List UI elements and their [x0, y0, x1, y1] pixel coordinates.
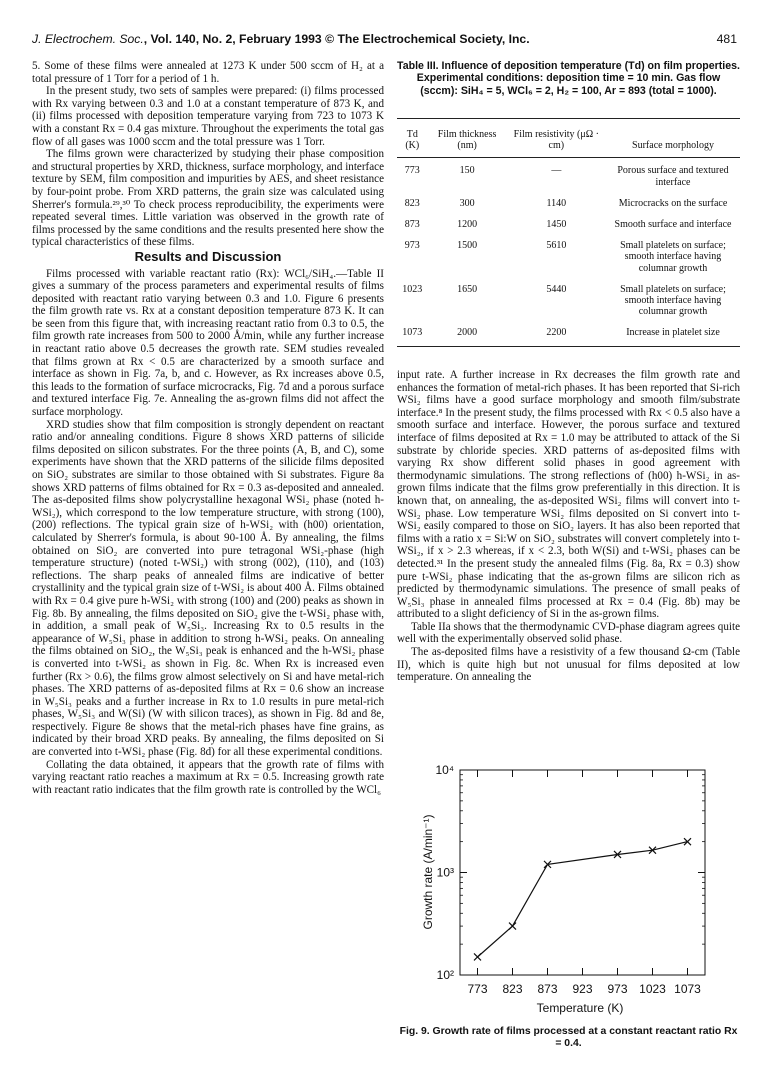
table-cell: 1023	[402, 283, 423, 295]
x-tick-label: 923	[572, 982, 593, 996]
table-row	[397, 195, 740, 216]
paragraph: In the present study, two sets of samples were prepared: (i) films processed with Rx varying between 0.3 and 1.0 at a constant temperature of 873 K, and (ii) films processed with deposition temperature varying from 723 to 1073 K with a constant Rx = 0.4 gas mixture. Throughout the experiments the total gas flow of all gases was 1000 sccm and the total pressure was 1 Torr.	[32, 85, 384, 148]
growth-rate-chart	[420, 760, 720, 1020]
x-tick-label: 1023	[639, 982, 666, 996]
table-cell: 1140	[546, 197, 567, 209]
table-cell: 300	[459, 197, 475, 209]
paragraph: The films grown were characterized by studying their phase composition and structural properties by XRD, thickness, surface morphology, and interface texture by SEM, film composition and impurities by AES, and sheet resistance by four-point probe. From XRD patterns, the grain size was calculated using Sherrer's formula.²⁹,³⁰ To check process reproducibility, the experiments were repeated several times. Little variation was observed in the growth rate of films processed by the same conditions and the results presented here show the typical characteristics of these films.	[32, 148, 384, 249]
y-tick-label: 10⁴	[435, 763, 454, 777]
table-header-cell: Film thickness (nm)	[428, 119, 507, 158]
paragraph: Collating the data obtained, it appears that the growth rate of films with varying reactant ratio reaches a maximum at Rx = 0.5. Increasing growth rate with reactant ratio indicates that the film growth rate is controlled by the WCl₆	[32, 758, 384, 796]
table-row	[397, 158, 740, 195]
table-cell: Smooth surface and interface	[614, 219, 732, 231]
table-row	[397, 324, 740, 346]
x-tick-label: 973	[607, 982, 628, 996]
running-header	[32, 32, 737, 50]
paragraph: input rate. A further increase in Rx decreases the film growth rate and enhances the formation of metal-rich phases. It has been reported that Si-rich WSi₂ films have a good surface morphology and smooth film/substrate interface.⁸ In the present study, the films processed with Rx < 0.5 also have a smooth surface and interface. However, the porous surface and textured interface of films deposited at Rx = 1.0 may be attributed to attack of the Si substrate by chloride species. XRD patterns of as-deposited films with varying Rx show different solid phases in good agreement with thermodynamic simulations. The strong reflections of (h00) h-WSi₂ in as-grown films indicate that the films grow preferentially in this direction. It is known that, on annealing, the as-deposited WSi₂ films will convert into t-WSi₂ phase. Low temperature WSi₂ films deposited on Si convert into t-WSi₂ easily compared to those on SiO₂ layers. It has also been reported that films with a ratio x = Si:W on SiO₂ substrates will convert completely into t-WSi₂, if x > 2.3 whereas, if x < 2.3, both W(Si) and t-WSi₂ phases can be detected.³¹ In the present study the annealed films (Fig. 8a, Rx = 0.3) show pure t-WSi₂ phase indicating that the as-grown films are silicon rich as predicted by thermodynamic simulations. The presence of small peaks of W₅Si₃ phase in annealed films processed at Rx = 0.4 (Fig. 8b) may be attributed to a slight deficiency of Si in the as-grown films.	[397, 369, 740, 621]
paragraph: Table IIa shows that the thermodynamic CVD-phase diagram agrees quite well with the experimentally observed solid phase.	[397, 620, 740, 646]
left-column	[32, 60, 384, 796]
section-heading: Results and Discussion	[134, 248, 282, 264]
table-cell: 1650	[457, 283, 478, 295]
journal-citation	[32, 32, 530, 46]
paragraph: Films processed with variable reactant ratio (Rx): WCl₆/SiH₄.—Table II gives a summary of the process parameters and experimental results of films deposited with reactant ratio varying between 0.3 and 1.0. Figure 6 presents the film growth rate vs. Rx at a constant deposition temperature 873 K. It can be seen from this figure that, with increasing reactant ratio from 0.3 to 0.5, the film growth rate increases from 500 to 2000 Å/min, while any further increase in reactant ratio above 0.5 decreases the growth rate. SEM studies revealed that films grown at Rx < 0.5 are characterized by a smooth surface and interface as shown in Fig. 7a, b, and c. However, as Rx increases above 0.5, this leads to the formation of surface microcracks, Fig. 7d and a porous surface and textured interface Fig. 7e. Annealing the as-grown films did not affect the surface morphology.	[32, 267, 384, 419]
journal-volume-info: , Vol. 140, No. 2, February 1993 © The Electrochemical Society, Inc.	[143, 32, 530, 46]
plot-frame	[460, 770, 705, 975]
paragraph: 5. Some of these films were annealed at 1273 K under 500 sccm of H₂ at a total pressure of 1 Torr for a period of 1 h.	[32, 60, 384, 85]
table-cell: Small platelets on surface; smooth interface having columnar growth	[620, 240, 726, 274]
table-cell: 150	[459, 165, 475, 177]
table-cell: 2000	[428, 324, 507, 346]
table-cell: 1450	[546, 219, 567, 231]
y-axis-label: Growth rate (A/min⁻¹)	[421, 814, 435, 930]
table-cell: Small platelets on surface; smooth interface having columnar growth	[620, 283, 726, 318]
table-cell: 973	[404, 240, 420, 252]
paragraph: The as-deposited films have a resistivity of a few thousand Ω-cm (Table II), which is quite high but not unusual for films deposited at low temperature. On annealing the	[397, 646, 740, 684]
journal-name: J. Electrochem. Soc.	[32, 32, 144, 46]
x-axis-label: Temperature (K)	[536, 1001, 624, 1015]
series-line	[478, 842, 688, 957]
growth-rate-figure	[420, 760, 720, 1020]
data-point-marker	[474, 953, 481, 960]
page-number: 481	[716, 32, 737, 46]
table-header-cell: Surface morphology	[606, 119, 740, 158]
table-cell: —	[551, 165, 562, 177]
table-cell: Microcracks on the surface	[618, 197, 728, 209]
data-point-marker	[509, 923, 516, 930]
table-row	[397, 216, 740, 237]
table-header-cell: Td (K)	[397, 119, 428, 158]
y-tick-label: 10³	[436, 865, 454, 880]
table-cell: 823	[404, 197, 420, 209]
table-cell: 773	[404, 165, 420, 177]
properties-table	[397, 118, 740, 347]
y-tick-label: 10²	[436, 968, 454, 982]
right-column	[397, 369, 740, 684]
x-tick-label: 873	[537, 982, 558, 996]
table-cell: 2200	[507, 324, 606, 346]
table-cell: 5610	[546, 240, 567, 252]
x-tick-label: 823	[502, 982, 523, 996]
table-cell: 5440	[546, 283, 567, 295]
paragraph: XRD studies show that film composition is strongly dependent on reactant ratio and/or annealing conditions. Figure 8 shows XRD patterns of silicide films deposited on silicon substrates. For the three points (A, B, and C), some experiments have shown that the XRD patterns of the silicide films deposited on SiO₂ substrates are similar to those obtained with Si substrates. Figure 8a shows XRD patterns of films obtained for Rx = 0.3 as-deposited and annealed. The as-deposited films show polycrystalline hexagonal WSi₂ phase (noted h-WSi₂), which correspond to the low temperature structure, with strong (100), (200) reflections. The typical grain size of h-WSi₂ with (h00) orientation, calculated by Sherrer's formula, is about 90-100 Å. By annealing, the films obtained on SiO₂ are converted into pure tetragonal WSi₂-phase (high temperature structure) (noted t-WSi₂) with strong (002), (110), and (103) reflections. The sharp peaks of annealed films are indicative of better crystallinity and the typical grain size of t-WSi₂ is about 400 Å. Films obtained with Rx = 0.4 give pure h-WSi₂ with strong (100) and (200) peaks as shown in Fig. 8b. By annealing, the films deposited on SiO₂ give the t-WSi₂ phase with, in addition, a small peak of W₅Si₃. Increasing Rx to 0.5 results in the appearance of W₅Si₃ phase in addition to strong h-WSi₂ peaks. On annealing the films obtained on SiO₂, the W₅Si₃ peak is enhanced and the h-WSi₂ phase is converted into t-WSi₂ as shown in Fig. 8c. When Rx is increased even further (Rx > 0.6), the films grow almost selectively on Si and have metal-rich phases. The XRD patterns of as-deposited films at Rx = 0.6 show an increase in W₅Si₃ peaks and a further increase in Rx to 1.0 results in pure metal-rich phases, W₅Si₃ and W(Si) (W with silicon traces), as shown in Fig. 8d and 8e, respectively. Figure 8e shows that the metal-rich phases have fine grains, as indicated by their broad XRD peaks. By annealing, the films deposited on Si are converted into t-WSi₂ phase (Fig. 8d) for all these experimental conditions.	[32, 418, 384, 759]
figure-caption: Fig. 9. Growth rate of films processed at a constant reactant ratio Rx = 0.4.	[399, 1026, 738, 1050]
x-tick-label: 773	[467, 982, 488, 996]
table-row	[397, 237, 740, 281]
table-cell: 1073	[397, 324, 428, 346]
table-cell: 1200	[457, 219, 478, 231]
table-header-cell: Film resistivity (μΩ · cm)	[507, 119, 606, 158]
table-cell: Increase in platelet size	[606, 324, 740, 346]
table-cell: Porous surface and textured interface	[617, 165, 729, 188]
table-caption: Table III. Influence of deposition temperature (Td) on film properties. Experimental conditions: deposition time = 10 min. Gas flow (sccm): SiH₄ = 5, WCl₆ = 2, H₂ = 100, Ar = 893 (total = 1000).	[397, 60, 740, 97]
table-cell: 1500	[457, 240, 478, 252]
table-row	[397, 281, 740, 325]
x-tick-label: 1073	[674, 982, 701, 996]
table-cell: 873	[404, 219, 420, 231]
table-header-row	[397, 119, 740, 158]
